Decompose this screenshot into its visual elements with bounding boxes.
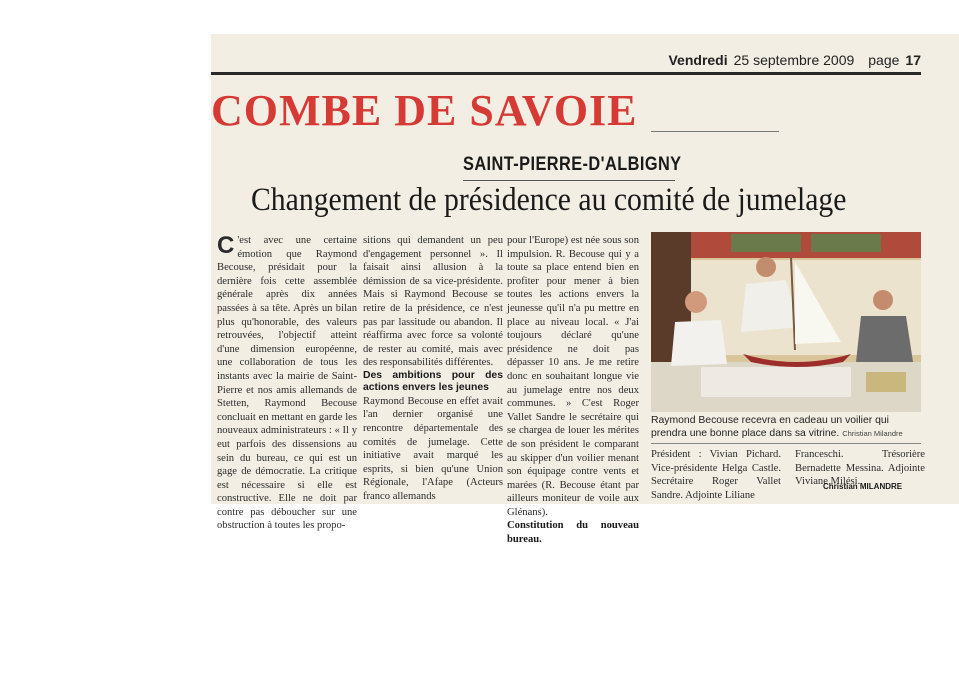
column-2-text-1: sitions qui demandent un peu d'engagement personnel ». Il faisait ainsi allusion à la démission de sa vice-présidente. Mais si Raymond Becouse se retire de la présidence, ce n'est pas par lassitude ou abandon. Il réaffirma avec force sa volonté de rester au comité, mais avec des responsabilités différentes. [363,235,503,369]
article-column-3 [507,234,639,547]
bureau-right-text: Franceschi. Trésorière Bernadette Messina. Adjointe Viviane Milési. [795,449,925,488]
caption-text: Raymond Becouse recevra en cadeau un voilier qui prendra une bonne place dans sa vitrine. [651,415,889,439]
newspaper-clipping [211,34,959,546]
article-column-1 [217,234,357,533]
photo-caption [651,415,923,440]
column-2-subhead: Des ambitions pour des actions envers les jeunes [363,369,503,394]
caption-credit: Christian Milandre [842,428,903,438]
kicker-rule [463,180,675,181]
article-headline: Changement de présidence au comité de jumelage [251,182,847,218]
author-signature: Christian MILANDRE [823,482,903,491]
section-rule [651,131,779,132]
column-3-subhead: Constitution du nouveau bureau. [507,520,639,546]
article-kicker: SAINT-PIERRE-D'ALBIGNY [463,154,682,175]
dateline-page-number: 17 [905,52,921,68]
article-photo [651,232,921,412]
dateline-date: 25 septembre 2009 [733,52,855,68]
column-2-text-2: Raymond Becouse en effet avait l'an dernier organisé une rencontre départementale des comités de jumelage. Cette initiative avait marqué les esprits, si bien qu'une Union Régionale, l'Afape (Acteurs franco allemands [363,395,503,502]
dateline [668,52,921,68]
bureau-left [651,448,781,502]
dateline-page-label: page [868,52,900,68]
caption-rule [651,443,921,444]
section-title: COMBE DE SAVOIE [211,86,638,135]
column-1-text: 'est avec une certaine émotion que Raymond Becouse, présidait pour la dernière fois cette assemblée générale après dix années passées à sa tête. Après un bilan plus qu'honorable, des valeurs retrouvées, l'objectif atteint d'une dimension européenne, une collaboration de tous les instants avec la mairie de Saint-Pierre et nos amis allemands de Stetten, Raymond Becouse concluait en mettant en garde les nouveaux administrateurs : « Il y eut parfois des dissensions au sein du bureau, ce qui est un gage de démocratie. La critique est nécessaire si elle est constructive. Elle ne doit par contre pas déboucher sur une obstruction à toutes les propo- [217,235,357,532]
top-rule [211,72,921,75]
dateline-day: Vendredi [668,52,728,68]
drop-cap: C [217,232,235,259]
article-column-2 [363,234,503,504]
photo-illustration [651,232,921,412]
bureau-left-text: Président : Vivian Pichard. Vice-présidente Helga Castle. Secrétaire Roger Vallet Sandre. Adjointe Liliane [651,449,781,501]
column-3-text: pour l'Europe) est née sous son impulsion. R. Becouse qui y a toute sa place entend bien en profiter pour mener à bien toutes les actions envers la jeunesse qu'il n'a pu mettre en place au niveau local. « J'ai toujours déclaré qu'une présidence ne doit pas dépasser 10 ans. Je me retire donc en souhaitant longue vie au jumelage entre nos deux communes. » C'est Roger Vallet Sandre le secrétaire qui se chargea de louer les mérites de son président le comparant au skipper d'un voilier menant son équipage contre vents et marées (R. Becouse étant par ailleurs moniteur de voile aux Glénans). [507,235,639,518]
